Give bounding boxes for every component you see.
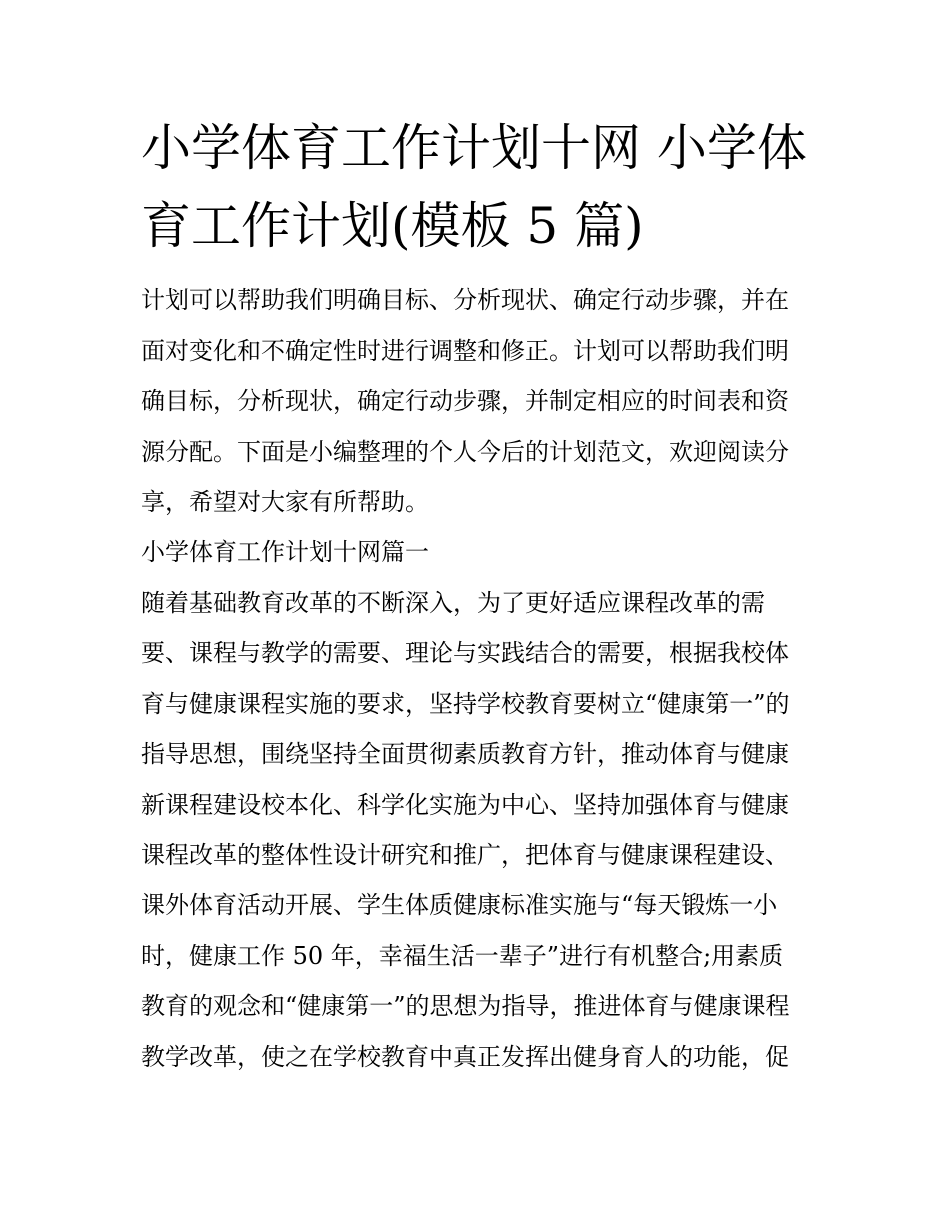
- body-line: 新课程建设校本化、科学化实施为中心、坚持加强体育与健康: [141, 791, 789, 819]
- body-line: 时，健康工作 50 年，幸福生活一辈子”进行有机整合;用素质: [141, 942, 784, 970]
- body-line: 育与健康课程实施的要求，坚持学校教育要树立“健康第一”的: [141, 690, 790, 718]
- body-line: 教育的观念和“健康第一”的思想为指导，推进体育与健康课程: [141, 992, 790, 1020]
- body-line: 课程改革的整体性设计研究和推广，把体育与健康课程建设、: [141, 841, 789, 869]
- intro-line: 源分配。下面是小编整理的个人今后的计划范文，欢迎阅读分: [141, 438, 789, 466]
- section-heading: 小学体育工作计划十网篇一: [141, 538, 429, 566]
- body-line: 指导思想，围绕坚持全面贯彻素质教育方针，推动体育与健康: [141, 740, 789, 768]
- body-line: 教学改革，使之在学校教育中真正发挥出健身育人的功能，促: [141, 1043, 789, 1071]
- body-line: 课外体育活动开展、学生体质健康标准实施与“每天锻炼一小: [141, 891, 778, 919]
- intro-line: 享，希望对大家有所帮助。: [141, 488, 429, 516]
- body-line: 要、课程与教学的需要、理论与实践结合的需要，根据我校体: [141, 639, 789, 667]
- document-title-line-1: 小学体育工作计划十网 小学体: [141, 119, 807, 177]
- intro-line: 面对变化和不确定性时进行调整和修正。计划可以帮助我们明: [141, 337, 789, 365]
- intro-line: 计划可以帮助我们明确目标、分析现状、确定行动步骤，并在: [141, 286, 789, 314]
- body-line: 随着基础教育改革的不断深入，为了更好适应课程改革的需: [141, 589, 765, 617]
- document-title-line-2: 育工作计划(模板 5 篇): [141, 197, 644, 255]
- intro-line: 确目标，分析现状，确定行动步骤，并制定相应的时间表和资: [141, 387, 789, 415]
